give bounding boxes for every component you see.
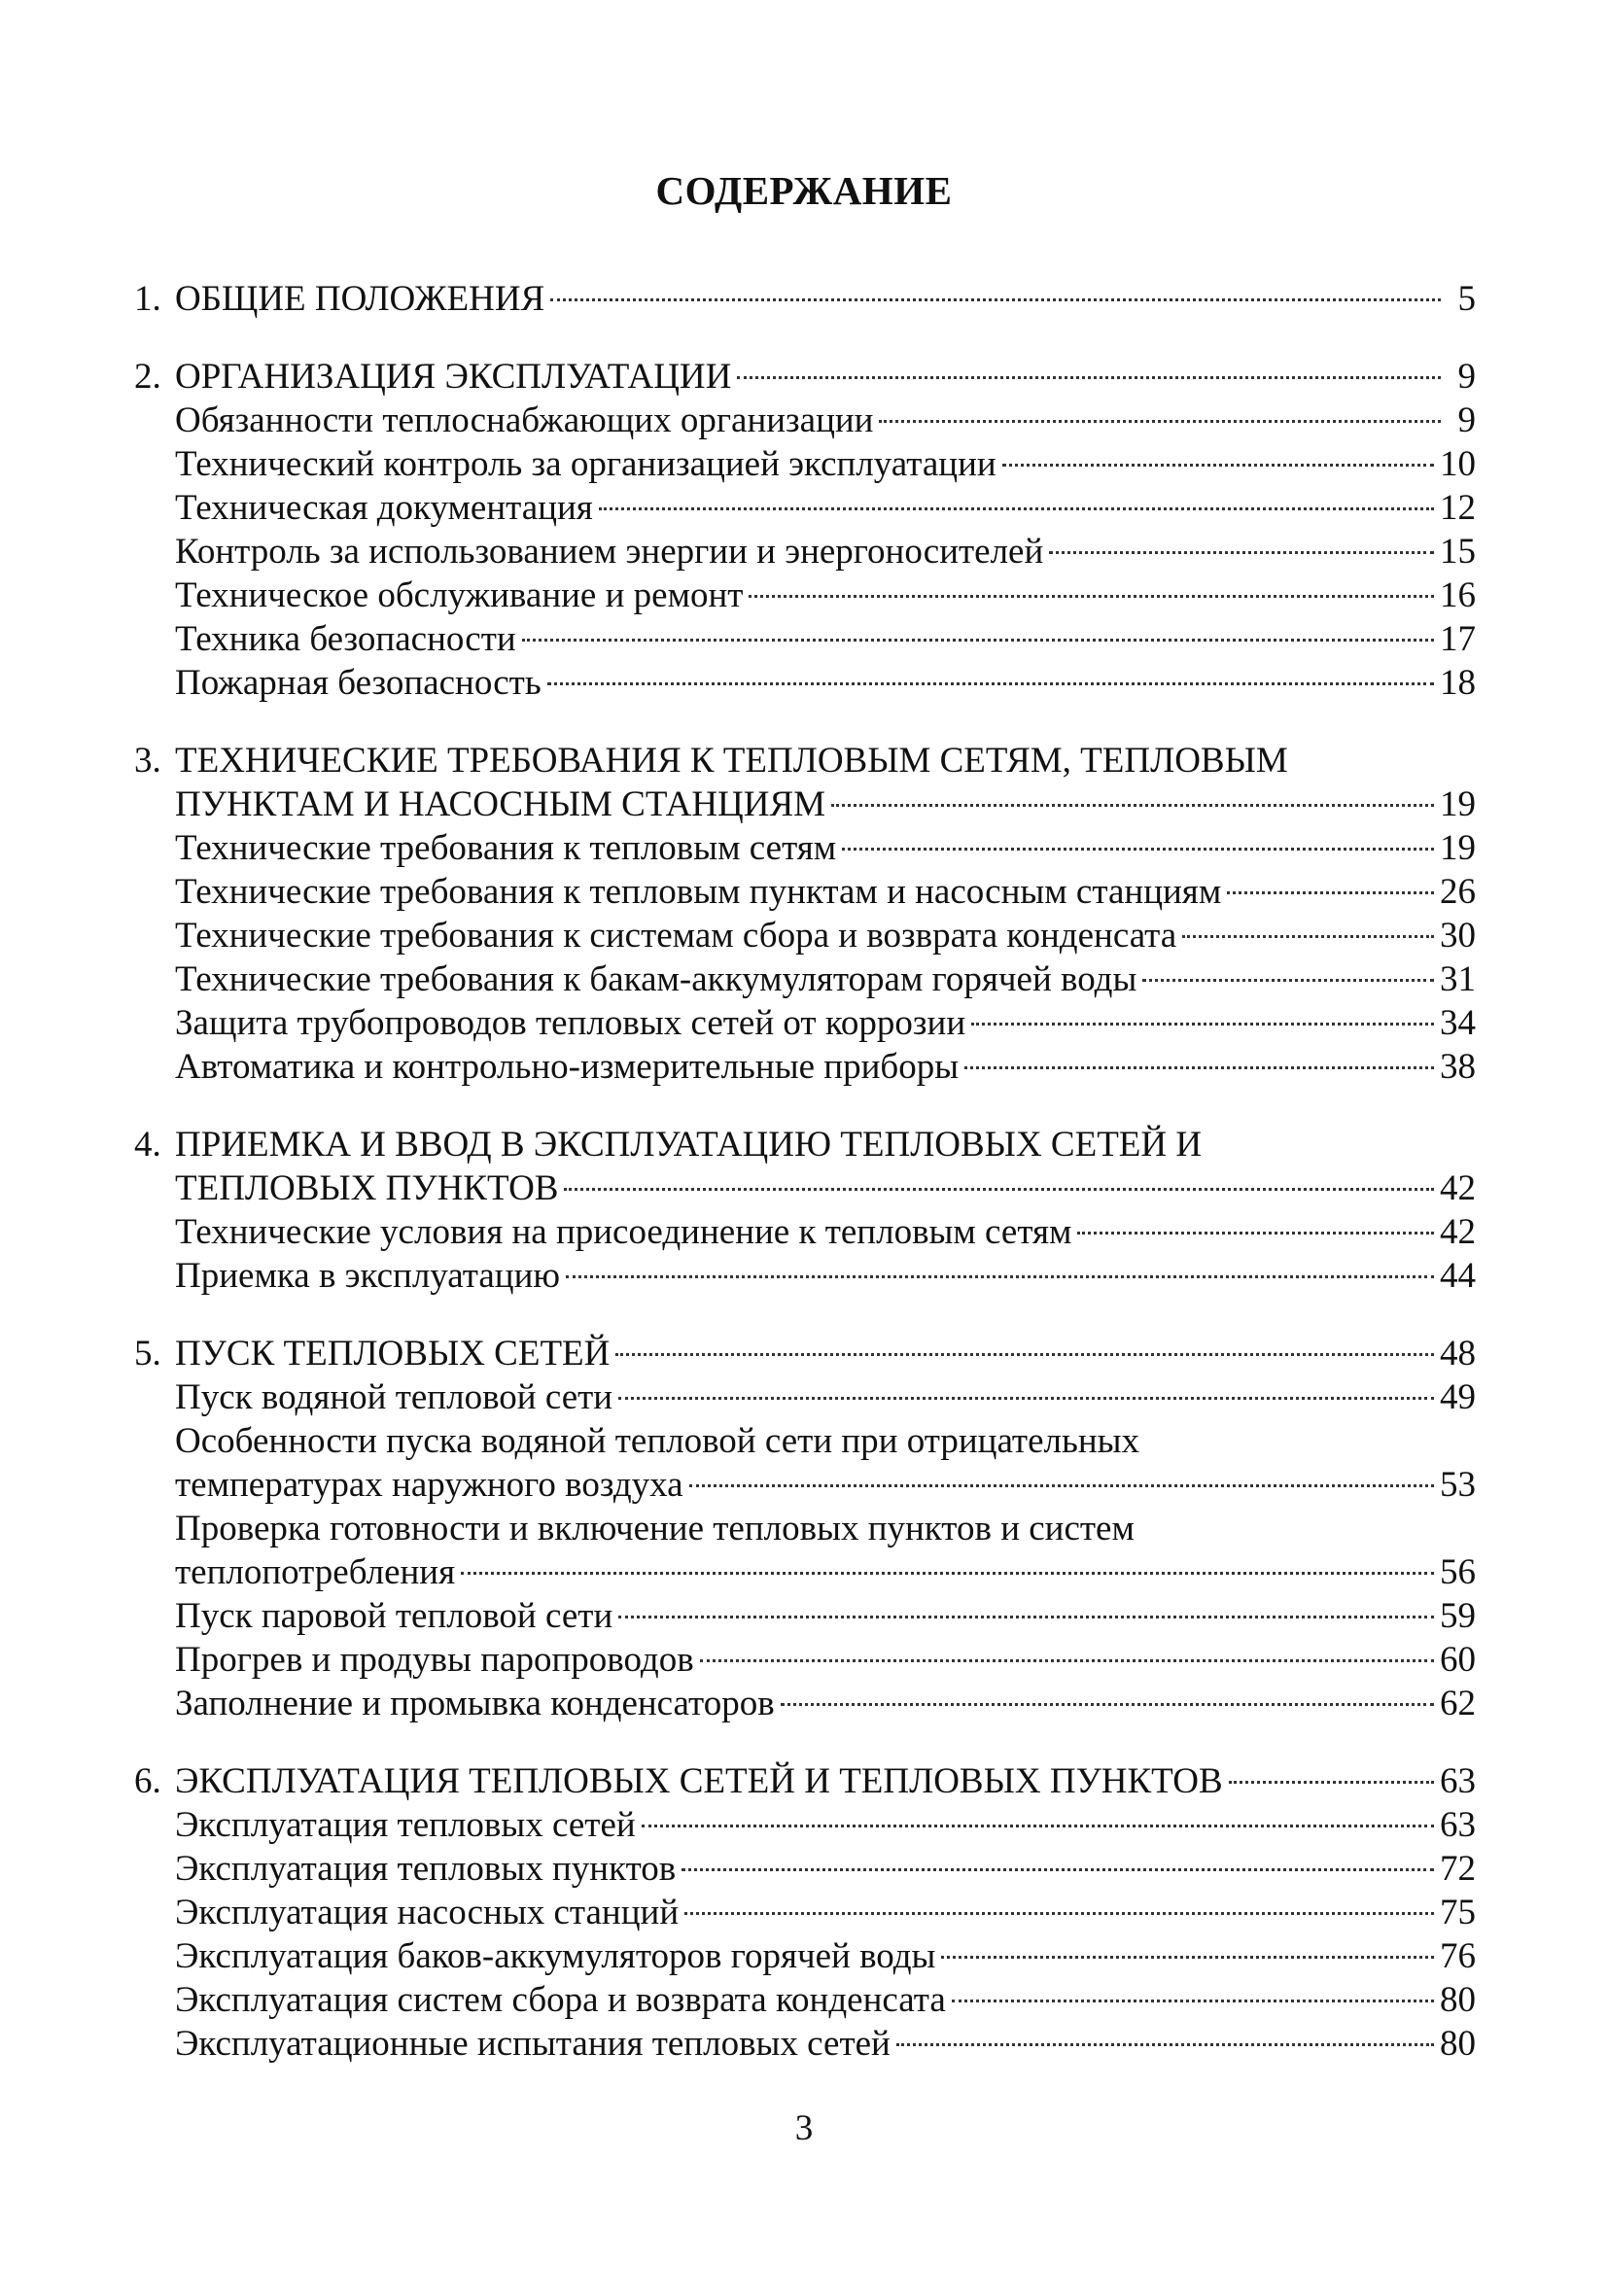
toc-entry-page: 5 [1457, 279, 1476, 319]
toc-entry [134, 914, 1476, 957]
dot-leader [749, 595, 1434, 598]
toc-entry-page: 19 [1440, 828, 1476, 868]
toc-entry-line [175, 1001, 1476, 1045]
toc-entry-page: 75 [1440, 1893, 1476, 1932]
toc-entry-page: 12 [1440, 488, 1476, 528]
toc-entry [134, 1507, 1476, 1550]
dot-leader [547, 682, 1434, 685]
dot-leader [566, 1275, 1434, 1278]
toc-entry-label: Защита трубопроводов тепловых сетей от коррозии [175, 1003, 966, 1043]
toc-entry-line [175, 1847, 1476, 1891]
toc-entry [134, 1001, 1476, 1045]
toc-entry-line [175, 1978, 1476, 2022]
dot-leader [618, 1616, 1434, 1618]
toc-entry [134, 870, 1476, 914]
dot-leader [642, 1825, 1434, 1827]
toc-entry-line [175, 617, 1476, 661]
toc-section [134, 1759, 1476, 2066]
toc-entry-label: Эксплуатация тепловых сетей [175, 1805, 636, 1845]
toc-entry-page: 34 [1440, 1003, 1476, 1043]
toc-entry-page: 10 [1440, 444, 1476, 484]
toc-entry-label: ПРИЕМКА И ВВОД В ЭКСПЛУАТАЦИЮ ТЕПЛОВЫХ СЕТЕЙ И [175, 1125, 1203, 1165]
toc-entry-line [175, 1682, 1476, 1725]
toc-entry [134, 739, 1476, 783]
toc-entry-line [175, 1419, 1476, 1463]
toc-entry-label: Эксплуатация тепловых пунктов [175, 1849, 677, 1889]
dot-leader [1077, 1232, 1434, 1235]
toc-entry-line [175, 661, 1476, 705]
toc-entry-page: 17 [1440, 619, 1476, 659]
toc-entry-line [175, 1891, 1476, 1934]
toc-entry [134, 1891, 1476, 1934]
dot-leader [461, 1572, 1434, 1575]
dot-leader [1002, 464, 1434, 467]
toc-entry-line [175, 486, 1476, 530]
toc-entry-line [175, 1594, 1476, 1638]
toc-entry-line [175, 1045, 1476, 1089]
toc-entry [134, 1375, 1476, 1419]
toc-entry [134, 661, 1476, 705]
toc-section [134, 277, 1476, 321]
dot-leader [684, 1912, 1434, 1915]
toc-entry-label: Технические условия на присоединение к тепловым сетям [175, 1212, 1072, 1252]
toc-entry [134, 1978, 1476, 2022]
toc-entry-page: 80 [1440, 2024, 1476, 2064]
dot-leader [700, 1659, 1434, 1662]
toc-entry-line [175, 1332, 1476, 1375]
dot-leader [1227, 891, 1434, 894]
toc-entry-label: Обязанности теплоснабжающих организации [175, 400, 874, 440]
toc-entry [134, 1934, 1476, 1978]
toc-entry-page: 63 [1440, 1805, 1476, 1845]
section-number: 4. [134, 1125, 161, 1165]
toc-entry [134, 1550, 1476, 1594]
toc-entry-line [175, 1375, 1476, 1419]
toc-entry [134, 1638, 1476, 1682]
toc-entry-line [175, 1166, 1476, 1210]
toc-entry-line [175, 399, 1476, 442]
toc-entry [134, 826, 1476, 870]
toc-entry-page: 26 [1440, 872, 1476, 912]
toc-entry-line [175, 957, 1476, 1001]
dot-leader [941, 1956, 1434, 1959]
dot-leader [831, 804, 1434, 807]
toc-entry-label: ОРГАНИЗАЦИЯ ЭКСПЛУАТАЦИИ [175, 357, 732, 397]
toc-entry-label: Технические требования к бакам-аккумуляторам горячей воды [175, 959, 1137, 999]
toc-entry-label: Особенности пуска водяной тепловой сети при отрицательных [175, 1421, 1140, 1461]
toc-entry-page: 60 [1440, 1640, 1476, 1680]
dot-leader [550, 298, 1441, 301]
toc-entry-label: Контроль за использованием энергии и энергоносителей [175, 532, 1044, 572]
toc-entry-page: 59 [1440, 1596, 1476, 1636]
toc-entry-line [175, 1550, 1476, 1594]
toc-entry [134, 783, 1476, 826]
toc-entry [134, 399, 1476, 442]
toc-entry-label: ЭКСПЛУАТАЦИЯ ТЕПЛОВЫХ СЕТЕЙ И ТЕПЛОВЫХ ПУНКТОВ [175, 1761, 1223, 1801]
dot-leader [615, 1353, 1434, 1356]
toc-entry [134, 1419, 1476, 1463]
toc-entry-line [175, 442, 1476, 486]
toc-entry-line [175, 1123, 1476, 1166]
toc-entry-label: Техническая документация [175, 488, 593, 528]
toc-entry-line [175, 2022, 1476, 2066]
toc-entry-line [175, 1638, 1476, 1682]
toc-entry [134, 1254, 1476, 1298]
toc-entry-label: ТЕХНИЧЕСКИЕ ТРЕБОВАНИЯ К ТЕПЛОВЫМ СЕТЯМ, ТЕПЛОВЫМ [175, 741, 1288, 781]
toc-entry [134, 530, 1476, 574]
dot-leader [952, 2000, 1434, 2002]
toc-entry-page: 42 [1440, 1212, 1476, 1252]
dot-leader [522, 639, 1434, 642]
toc-entry-line [175, 783, 1476, 826]
table-of-contents [134, 277, 1476, 2100]
toc-entry [134, 277, 1476, 321]
toc-entry-label: Пуск паровой тепловой сети [175, 1596, 613, 1636]
toc-entry [134, 1803, 1476, 1847]
dot-leader [689, 1484, 1434, 1487]
toc-entry-label: ТЕПЛОВЫХ ПУНКТОВ [175, 1168, 559, 1208]
toc-entry-label: Прогрев и продувы паропроводов [175, 1640, 694, 1680]
dot-leader [896, 2043, 1434, 2046]
toc-entry-page: 63 [1440, 1761, 1476, 1801]
toc-entry [134, 442, 1476, 486]
toc-entry [134, 486, 1476, 530]
toc-entry-line [175, 1210, 1476, 1254]
toc-entry-line [175, 355, 1476, 399]
toc-entry-line [175, 1463, 1476, 1507]
toc-entry-line [175, 1934, 1476, 1978]
toc-entry [134, 1682, 1476, 1725]
toc-entry-label: ПУСК ТЕПЛОВЫХ СЕТЕЙ [175, 1334, 611, 1374]
toc-entry-page: 15 [1440, 532, 1476, 572]
toc-entry-label: Приемка в эксплуатацию [175, 1256, 561, 1296]
dot-leader [682, 1868, 1434, 1871]
toc-entry-page: 9 [1457, 357, 1476, 397]
toc-entry-page: 9 [1457, 400, 1476, 440]
toc-entry-line [175, 870, 1476, 914]
toc-entry-line [175, 1803, 1476, 1847]
toc-entry-page: 44 [1440, 1256, 1476, 1296]
toc-entry-line [175, 277, 1476, 321]
page-title: СОДЕРЖАНИЕ [655, 168, 953, 213]
section-number: 5. [134, 1334, 161, 1374]
toc-section [134, 355, 1476, 705]
toc-entry [134, 355, 1476, 399]
toc-entry-line [175, 1254, 1476, 1298]
toc-entry [134, 1166, 1476, 1210]
dot-leader [842, 848, 1434, 851]
section-number: 1. [134, 279, 161, 319]
toc-entry-label: Технический контроль за организацией эксплуатации [175, 444, 996, 484]
toc-section [134, 739, 1476, 1089]
toc-entry-page: 49 [1440, 1377, 1476, 1417]
toc-entry [134, 957, 1476, 1001]
toc-entry-page: 56 [1440, 1552, 1476, 1592]
toc-entry-label: Техническое обслуживание и ремонт [175, 575, 744, 615]
toc-entry [134, 1759, 1476, 1803]
toc-entry-label: Пуск водяной тепловой сети [175, 1377, 613, 1417]
toc-section [134, 1332, 1476, 1725]
toc-entry-line [175, 1759, 1476, 1803]
toc-entry [134, 1332, 1476, 1375]
toc-entry [134, 1123, 1476, 1166]
toc-entry-label: Проверка готовности и включение тепловых пунктов и систем [175, 1509, 1135, 1548]
toc-entry-label: Техника безопасности [175, 619, 516, 659]
toc-entry-label: Автоматика и контрольно-измерительные приборы [175, 1047, 960, 1087]
toc-entry-line [175, 739, 1476, 783]
toc-entry-label: Технические требования к тепловым пунктам и насосным станциям [175, 872, 1222, 912]
toc-entry-line [175, 826, 1476, 870]
page-number: 3 [794, 2108, 814, 2148]
toc-entry-label: теплопотребления [175, 1552, 456, 1592]
toc-entry-label: Заполнение и промывка конденсаторов [175, 1684, 775, 1723]
toc-entry-line [175, 914, 1476, 957]
dot-leader [599, 507, 1434, 510]
toc-entry-label: Эксплуатация систем сбора и возврата конденсата [175, 1980, 946, 2020]
toc-entry [134, 1463, 1476, 1507]
toc-entry-page: 19 [1440, 784, 1476, 824]
toc-section [134, 1123, 1476, 1298]
toc-entry-page: 53 [1440, 1465, 1476, 1505]
toc-entry-label: Технические требования к системам сбора и возврата конденсата [175, 916, 1177, 956]
section-number: 2. [134, 357, 161, 397]
section-number: 6. [134, 1761, 161, 1801]
toc-entry-line [175, 574, 1476, 617]
dot-leader [737, 376, 1441, 379]
toc-entry-page: 18 [1440, 663, 1476, 703]
toc-entry-page: 30 [1440, 916, 1476, 956]
toc-entry [134, 2022, 1476, 2066]
toc-entry-label: ОБЩИЕ ПОЛОЖЕНИЯ [175, 279, 545, 319]
toc-entry [134, 1210, 1476, 1254]
dot-leader [781, 1703, 1434, 1706]
toc-entry-page: 42 [1440, 1168, 1476, 1208]
toc-entry-page: 48 [1440, 1334, 1476, 1374]
dot-leader [1229, 1781, 1434, 1784]
toc-entry [134, 617, 1476, 661]
toc-entry-page: 72 [1440, 1849, 1476, 1889]
dot-leader [971, 1023, 1434, 1026]
toc-entry [134, 574, 1476, 617]
toc-entry-page: 76 [1440, 1936, 1476, 1976]
section-number: 3. [134, 741, 161, 781]
dot-leader [879, 420, 1441, 423]
dot-leader [618, 1397, 1434, 1400]
dot-leader [1142, 979, 1434, 982]
toc-entry-label: Эксплуатационные испытания тепловых сетей [175, 2024, 891, 2064]
dot-leader [1182, 935, 1434, 938]
toc-entry-page: 38 [1440, 1047, 1476, 1087]
toc-entry-label: Эксплуатация насосных станций [175, 1893, 680, 1932]
dot-leader [564, 1188, 1434, 1191]
toc-entry-page: 31 [1440, 959, 1476, 999]
toc-entry-label: ПУНКТАМ И НАСОСНЫМ СТАНЦИЯМ [175, 784, 826, 824]
toc-entry-label: Технические требования к тепловым сетям [175, 828, 837, 868]
toc-entry [134, 1847, 1476, 1891]
toc-entry [134, 1594, 1476, 1638]
toc-entry-page: 16 [1440, 575, 1476, 615]
toc-entry-label: Пожарная безопасность [175, 663, 542, 703]
toc-entry-label: Эксплуатация баков-аккумуляторов горячей воды [175, 1936, 936, 1976]
toc-entry [134, 1045, 1476, 1089]
toc-entry-line [175, 1507, 1476, 1550]
dot-leader [964, 1066, 1434, 1069]
toc-entry-page: 62 [1440, 1684, 1476, 1723]
toc-entry-label: температурах наружного воздуха [175, 1465, 683, 1505]
toc-entry-page: 80 [1440, 1980, 1476, 2020]
dot-leader [1049, 551, 1434, 554]
toc-entry-line [175, 530, 1476, 574]
